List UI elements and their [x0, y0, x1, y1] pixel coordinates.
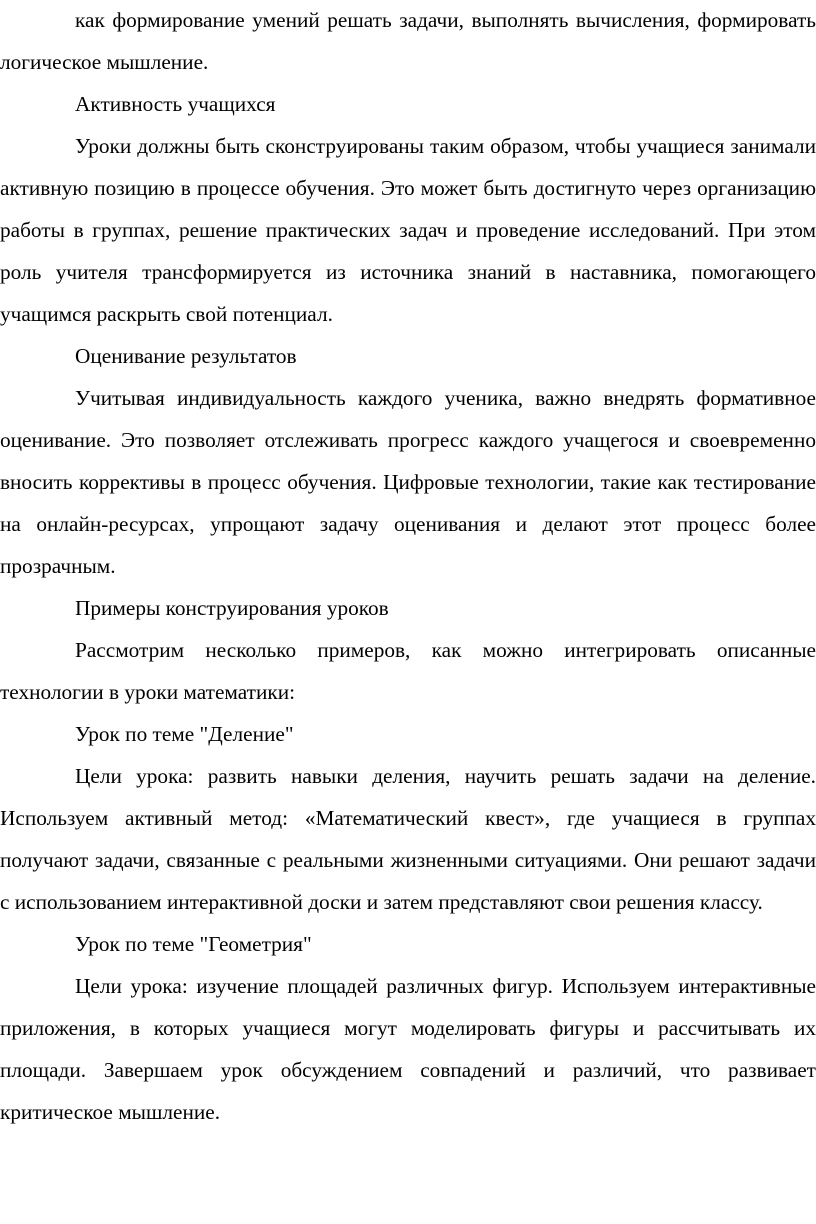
section-heading-lesson-examples: Примеры конструирования уроков: [75, 596, 389, 620]
lesson-heading-division: Урок по теме "Деление": [75, 722, 294, 746]
paragraph-assessment: Учитывая индивидуальность каждого ученика, важно внедрять формативное оценивание. Это позволяет отслеживать прогресс каждого учащегося и своевременно вносить коррективы в процесс обучения. Цифровые технологии, такие как тестирование на онлайн-ресурсах, упрощают задачу оценивания и делают этот процесс более прозрачным.: [0, 386, 816, 578]
paragraph-continuation: как формирование умений решать задачи, выполнять вычисления, формировать логическое мышление.: [0, 8, 816, 74]
paragraph-student-activity: Уроки должны быть сконструированы таким образом, чтобы учащиеся занимали активную позицию в процессе обучения. Это может быть достигнуто через организацию работы в группах, решение практических задач и проведение исследований. При этом роль учителя трансформируется из источника знаний в наставника, помогающего учащимся раскрыть свой потенциал.: [0, 134, 816, 326]
paragraph-division-lesson: Цели урока: развить навыки деления, научить решать задачи на деление. Используем активный метод: «Математический квест», где учащиеся в группах получают задачи, связанные с реальными жизненными ситуациями. Они решают задачи с использованием интерактивной доски и затем представляют свои решения классу.: [0, 764, 816, 914]
paragraph-lesson-examples: Рассмотрим несколько примеров, как можно интегрировать описанные технологии в уроки математики:: [0, 638, 816, 704]
paragraph-geometry-lesson: Цели урока: изучение площадей различных фигур. Используем интерактивные приложения, в которых учащиеся могут моделировать фигуры и рассчитывать их площади. Завершаем урок обсуждением совпадений и различий, что развивает критическое мышление.: [0, 974, 816, 1124]
section-heading-assessment: Оценивание результатов: [75, 344, 297, 368]
lesson-heading-geometry: Урок по теме "Геометрия": [75, 932, 312, 956]
section-heading-student-activity: Активность учащихся: [75, 92, 276, 116]
